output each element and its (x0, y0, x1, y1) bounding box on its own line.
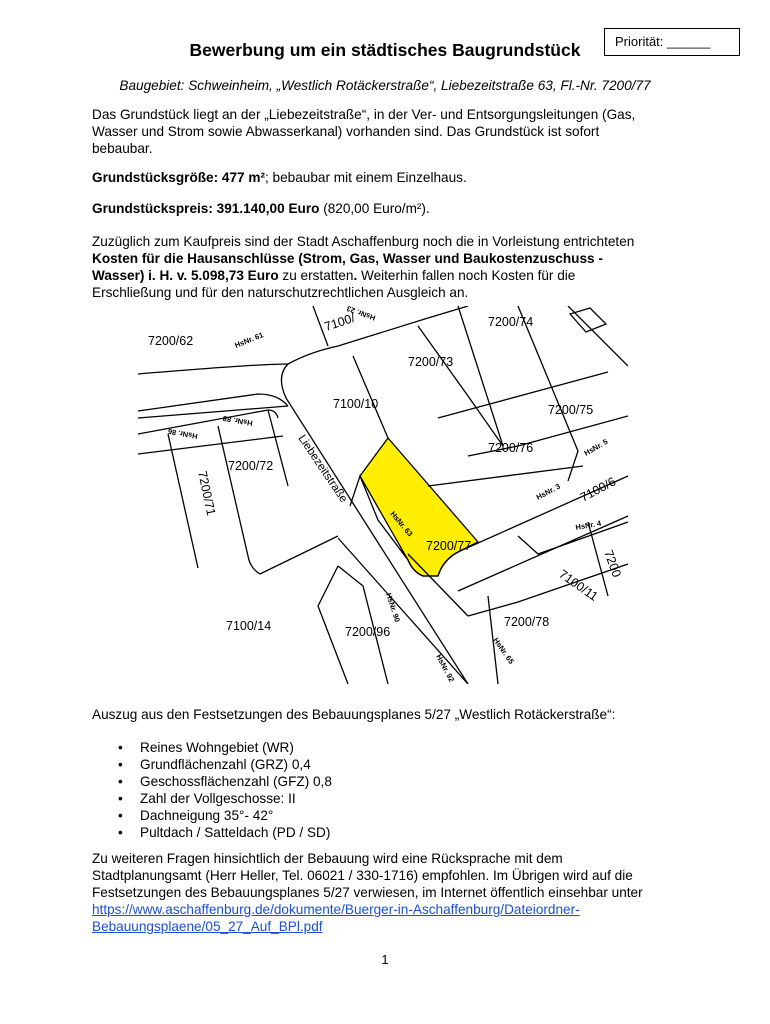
costs-line: Erschließung und für den naturschutzrechtlichen Ausgleich an. (92, 285, 469, 300)
size-rest: ; bebaubar mit einem Einzelhaus. (264, 170, 467, 185)
costs-dot: . (353, 268, 358, 283)
house-number: HsNr. 4 (574, 518, 602, 532)
house-number: HsNr. 3 (534, 481, 562, 502)
intro-line: Das Grundstück liegt an der „Liebezeitstraße“, in der Ver- und Entsorgungsleitungen (Gas, (92, 107, 636, 122)
house-number: HsNr. 65 (491, 635, 516, 666)
costs-text: Weiterhin fallen noch Kosten für die (357, 268, 576, 283)
intro-line: bebaubar. (92, 141, 153, 156)
size-label: Grundstücksgröße: 477 m² (92, 170, 265, 185)
contact-line: Zu weiteren Fragen hinsichtlich der Bebauung wird eine Rücksprache mit dem (92, 851, 563, 866)
page-number: 1 (381, 952, 389, 967)
parcel-label: 7200/62 (148, 334, 194, 348)
house-number: HsNr. 61 (233, 330, 265, 350)
cadastral-map (138, 306, 628, 684)
price-paragraph (92, 200, 692, 217)
list-item: • Zahl der Vollgeschosse: II (118, 790, 332, 807)
intro-paragraph (92, 106, 692, 157)
contact-line: Stadtplanungsamt (Herr Heller, Tel. 06021 / 330-1716) empfohlen. Im Übrigen wird auf die (92, 868, 633, 883)
house-number: HsNr. 92 (434, 652, 457, 684)
parcel-label: 7200 (601, 548, 624, 580)
contact-line: Festsetzungen des Bebauungsplanes 5/27 verwiesen, im Internet öffentlich einsehbar unter (92, 885, 643, 900)
parcel-label: 7100/6 (577, 474, 619, 505)
house-number: HsNr. 5 (582, 437, 610, 458)
costs-paragraph (92, 233, 692, 301)
parcel-label: 7200/78 (504, 615, 550, 629)
parcel-7200-77-highlight (360, 438, 478, 576)
price-label: Grundstückspreis: 391.140,00 Euro (92, 201, 320, 216)
regulations-list (118, 739, 332, 841)
map-drawing (138, 306, 628, 684)
list-item: • Grundflächenzahl (GRZ) 0,4 (118, 756, 332, 773)
parcel-label: 7200/75 (548, 403, 594, 417)
price-rest: (820,00 Euro/m²). (319, 201, 430, 216)
list-item: • Dachneigung 35°- 42° (118, 807, 332, 824)
costs-line (92, 267, 692, 284)
intro-line: Wasser und Strom sowie Abwasserkanal) vorhanden sind. Das Grundstück ist sofort (92, 124, 600, 139)
parcel-label: 7200/72 (228, 459, 274, 473)
costs-amount: Wasser) i. H. v. 5.098,73 Euro (92, 268, 279, 283)
house-number: HsNr. 63 (388, 509, 415, 539)
parcel-label: 7200/77 (426, 539, 472, 553)
parcel-label: 7200/74 (488, 315, 534, 329)
parcel-label: 7200/71 (195, 469, 219, 517)
list-item: • Reines Wohngebiet (WR) (118, 739, 332, 756)
parcel-label: 7100/10 (333, 397, 379, 411)
costs-line-bold: Kosten für die Hausanschlüsse (Strom, Gas, Wasser und Baukostenzuschuss - (92, 251, 603, 266)
list-item: • Pultdach / Satteldach (PD / SD) (118, 824, 332, 841)
house-number: HsNr. 23 (345, 306, 377, 323)
page-title: Bewerbung um ein städtisches Baugrundstück (189, 40, 581, 60)
parcel-label: 7200/76 (488, 441, 534, 455)
costs-text: zu erstatten (278, 268, 354, 283)
contact-paragraph (92, 850, 692, 935)
excerpt-heading: Auszug aus den Festsetzungen des Bebauungsplanes 5/27 „Westlich Rotäckerstraße“: (92, 707, 616, 722)
parcel-label: 7200/73 (408, 355, 454, 369)
street-label: Liebezeitstraße (295, 432, 350, 505)
size-paragraph (92, 169, 692, 186)
priority-label: Priorität: ______ (615, 34, 711, 49)
costs-line: Zuzüglich zum Kaufpreis sind der Stadt Aschaffenburg noch die in Vorleistung entrichteten (92, 234, 635, 249)
parcel-label: 7100/14 (226, 619, 272, 633)
house-number: HsNr. 86 (167, 426, 199, 441)
parcel-label: 7100/ (322, 310, 357, 334)
bplan-link[interactable]: Bebauungsplaene/05_27_Auf_BPl.pdf (92, 919, 323, 934)
parcel-label: 7200/96 (345, 625, 391, 639)
house-number: HsNr. 88 (222, 413, 254, 428)
house-number: HsNr. 90 (384, 591, 402, 624)
subtitle: Baugebiet: Schweinheim, „Westlich Rotäckerstraße“, Liebezeitstraße 63, Fl.-Nr. 7200/77 (119, 78, 651, 93)
bplan-link[interactable]: https://www.aschaffenburg.de/dokumente/Buerger-in-Aschaffenburg/Dateiordner- (92, 902, 580, 917)
parcel-label: 7100/11 (556, 566, 601, 604)
list-item: • Geschossflächenzahl (GFZ) 0,8 (118, 773, 332, 790)
